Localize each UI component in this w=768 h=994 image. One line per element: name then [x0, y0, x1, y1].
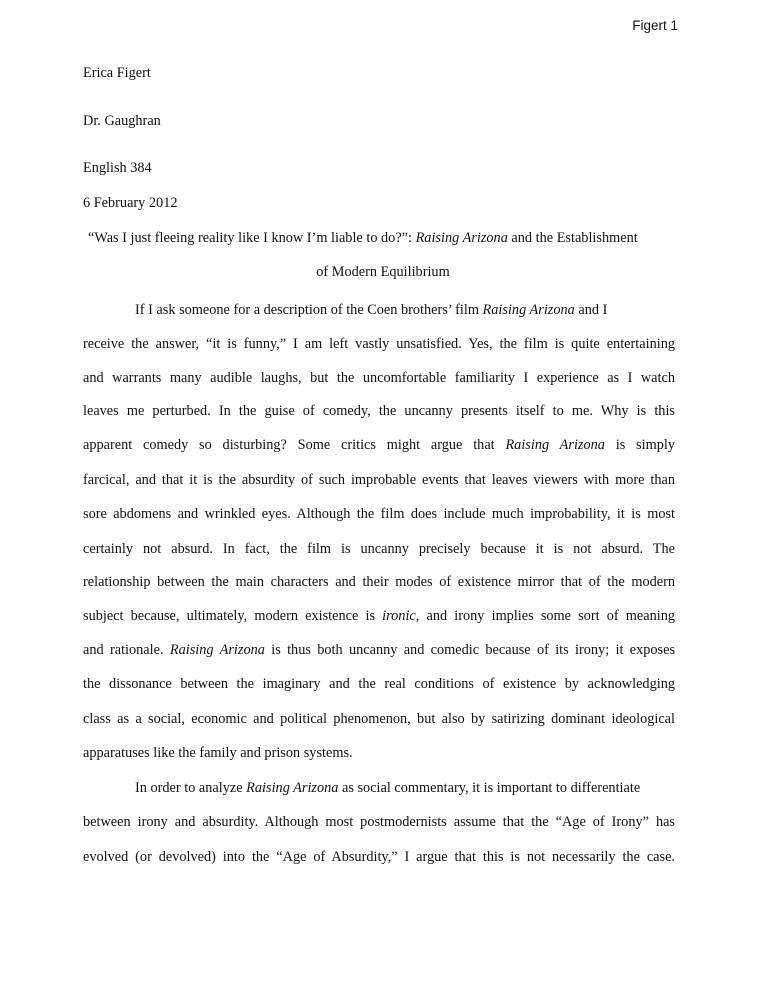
body-line: [83, 744, 353, 762]
body-line: [135, 301, 607, 319]
text-segment: farcical, and that it is the absurdity of such improbable events that leaves viewers with more than: [83, 472, 675, 488]
text-segment: is simply: [604, 437, 675, 453]
text-segment: as social commentary, it is important to differentiate: [338, 780, 641, 796]
running-head: Figert 1: [632, 18, 678, 33]
body-line: [83, 335, 675, 353]
text-segment: leaves me perturbed. In the guise of comedy, the uncanny presents itself to me. Why is this: [83, 403, 675, 419]
body-line: [83, 436, 675, 454]
date: 6 February 2012: [83, 195, 178, 211]
italic-text: Raising Arizona: [415, 230, 508, 246]
text-segment: “Was I just fleeing reality like I know I’m liable to do?”:: [88, 230, 416, 246]
body-line: [135, 779, 640, 797]
body-line: [83, 573, 675, 591]
body-line: [83, 641, 675, 659]
text-segment: between irony and absurdity. Although most postmodernists assume that the “Age of Irony” has: [83, 814, 675, 830]
author-name: Erica Figert: [83, 65, 151, 81]
text-segment: and irony implies some sort of meaning: [419, 608, 675, 624]
text-segment: is thus both uncanny and comedic because of its irony; it exposes: [264, 642, 676, 658]
italic-text: Raising Arizona: [169, 642, 265, 658]
body-line: [83, 848, 675, 866]
italic-text: ironic,: [382, 608, 420, 624]
body-line: [83, 471, 675, 489]
body-line: [83, 710, 675, 728]
text-segment: relationship between the main characters and their modes of existence mirror that of the modern: [83, 574, 675, 590]
text-segment: evolved (or devolved) into the “Age of Absurdity,” I argue that this is not necessarily the case.: [83, 849, 675, 865]
italic-text: Raising Arizona: [246, 780, 339, 796]
text-segment: the dissonance between the imaginary and the real conditions of existence by acknowledging: [83, 676, 675, 692]
title-line-2: of Modern Equilibrium: [316, 264, 450, 280]
body-line: [83, 540, 675, 558]
body-line: [83, 369, 675, 387]
text-segment: subject because, ultimately, modern existence is: [83, 608, 383, 624]
italic-text: Raising Arizona: [505, 437, 605, 453]
text-segment: and I: [574, 302, 608, 318]
title-line-1: [88, 229, 638, 247]
text-segment: and the Establishment: [507, 230, 638, 246]
text-segment: and rationale.: [83, 642, 170, 658]
text-segment: apparent comedy so disturbing? Some critics might argue that: [83, 437, 506, 453]
text-segment: class as a social, economic and political phenomenon, but also by satirizing dominant ideological: [83, 711, 675, 727]
text-segment: certainly not absurd. In fact, the film is uncanny precisely because it is not absurd. The: [83, 541, 675, 557]
body-line: [83, 505, 675, 523]
body-line: [83, 607, 675, 625]
italic-text: Raising Arizona: [482, 302, 575, 318]
text-segment: apparatuses like the family and prison systems.: [83, 745, 353, 761]
body-line: [83, 675, 675, 693]
text-segment: If I ask someone for a description of the Coen brothers’ film: [135, 302, 483, 318]
text-segment: and warrants many audible laughs, but the uncomfortable familiarity I experience as I watch: [83, 370, 675, 386]
body-line: [83, 402, 675, 420]
instructor-name: Dr. Gaughran: [83, 113, 161, 129]
text-segment: In order to analyze: [135, 780, 247, 796]
course-name: English 384: [83, 160, 152, 176]
body-line: [83, 813, 675, 831]
text-segment: sore abdomens and wrinkled eyes. Although the film does include much improbability, it is most: [83, 506, 675, 522]
text-segment: receive the answer, “it is funny,” I am left vastly unsatisfied. Yes, the film is quite entertaining: [83, 336, 675, 352]
